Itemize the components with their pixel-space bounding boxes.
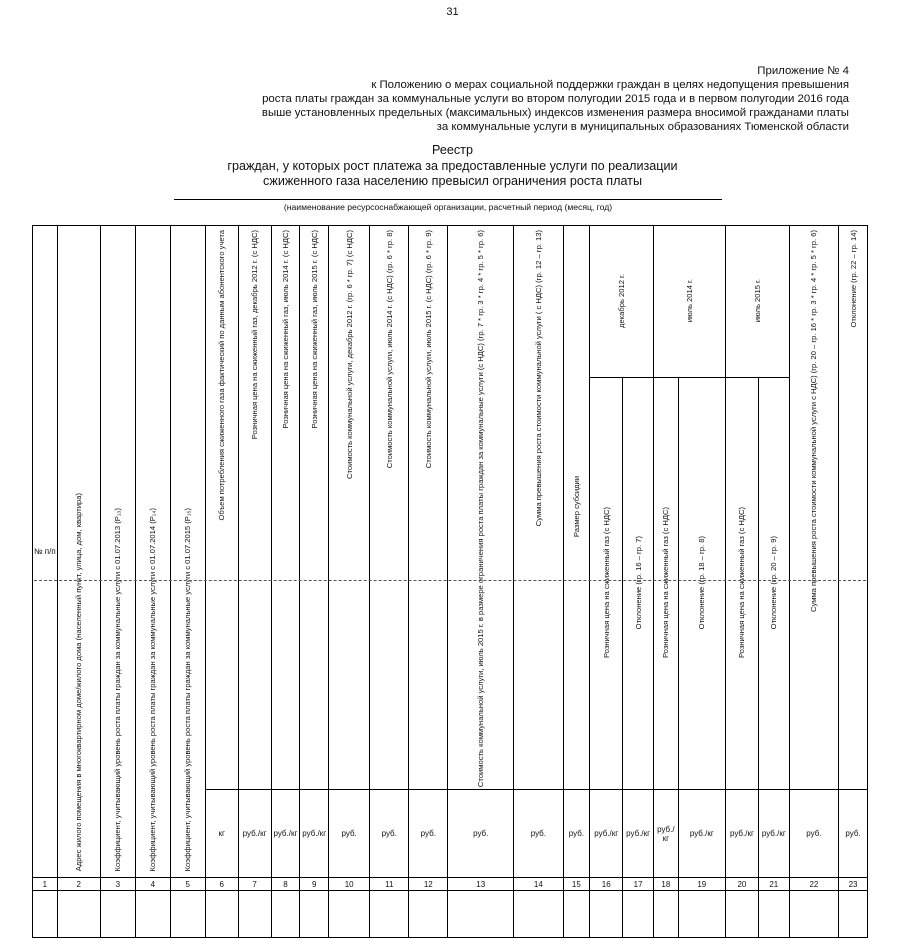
- register-subtitle-line: граждан, у которых рост платежа за предоставленные услуги по реализации: [227, 158, 678, 173]
- column-number: 20: [725, 878, 758, 891]
- header-cell-23: Отклонение (гр. 22 – гр. 14): [839, 226, 868, 790]
- column-number: 5: [170, 878, 205, 891]
- register-table: [32, 225, 868, 938]
- unit-cell: руб./кг: [654, 790, 679, 878]
- annex-line: роста платы граждан за коммунальные услуги во втором полугодии 2015 года и в первом полугодии 2016 года: [262, 93, 849, 105]
- annex-title: Приложение № 4: [757, 65, 849, 77]
- header-cell-20: Розничная цена на сжиженный газ (с НДС): [725, 378, 758, 790]
- unit-cell: руб.: [839, 790, 868, 878]
- annex-line: к Положению о мерах социальной поддержки граждан в целях недопущения превышения: [371, 79, 849, 91]
- column-number: 14: [514, 878, 563, 891]
- header-cell-16: Розничная цена на сжиженный газ (с НДС): [590, 378, 623, 790]
- column-number: 4: [135, 878, 170, 891]
- unit-cell: руб.: [370, 790, 409, 878]
- column-number: 9: [300, 878, 329, 891]
- column-number: 22: [789, 878, 838, 891]
- unit-cell: кг: [205, 790, 238, 878]
- register-subtitle-line: сжиженного газа населению превысил ограничения роста платы: [262, 174, 642, 188]
- unit-cell: руб./кг: [590, 790, 623, 878]
- header-cell-8: Розничная цена на сжиженный газ, июль 2014 г. (с НДС): [271, 226, 300, 790]
- page-number: 31: [446, 6, 459, 18]
- header-cell-10: Стоимость коммунальной услуги, декабрь 2012 г. (гр. 6 * гр. 7) (с НДС): [329, 226, 370, 790]
- column-number: 16: [590, 878, 623, 891]
- unit-cell: руб.: [514, 790, 563, 878]
- header-cell-22: Сумма превышения роста стоимости коммунальной услуги с НДС) (гр. 20 – гр. 16 * гр. 3 * гр. 4 * гр. 5 * гр. 6): [789, 226, 838, 790]
- unit-cell: руб./кг: [238, 790, 271, 878]
- column-number: 6: [205, 878, 238, 891]
- column-number: 2: [57, 878, 100, 891]
- unit-cell: руб./кг: [300, 790, 329, 878]
- header-cell-13: Стоимость коммунальной услуги, июль 2015 г. в размере ограничения роста платы граждан за коммунальные услуги (с НДС) (гр. 7 * гр. 3 * гр. 4 * гр. 5 * гр. 6): [448, 226, 514, 790]
- header-cell-3: Коэффициент, учитывающий уровень роста платы граждан за коммунальные услуги с 01.07.2013 (Р₁₃): [100, 226, 135, 878]
- column-number: 21: [758, 878, 789, 891]
- header-cell-11: Стоимость коммунальной услуги, июль 2014 г. (с НДС) (гр. 6 * гр. 8): [370, 226, 409, 790]
- column-number: 18: [654, 878, 679, 891]
- annex-line: выше установленных предельных (максимальных) индексов изменения размера вносимой гражданами платы: [261, 107, 849, 119]
- unit-cell: руб./кг: [725, 790, 758, 878]
- unit-cell: руб./кг: [623, 790, 654, 878]
- header-cell-9: Розничная цена на сжиженный газ, июль 2015 г. (с НДС): [300, 226, 329, 790]
- unit-cell: руб./кг: [678, 790, 725, 878]
- header-cell-17: Отклонение (гр. 16 – гр. 7): [623, 378, 654, 790]
- register-title: [0, 143, 905, 190]
- header-cell-num: № п/п: [33, 226, 58, 878]
- header-cell-4: Коэффициент, учитывающий уровень роста платы граждан за коммунальные услуги с 01.07.2014 (Р₁₄): [135, 226, 170, 878]
- column-number-row: [33, 878, 868, 891]
- header-cell-5: Коэффициент, учитывающий уровень роста платы граждан за коммунальные услуги с 01.07.2015 (Р₁₅): [170, 226, 205, 878]
- empty-data-row: [33, 891, 868, 938]
- header-cell-2: Адрес жилого помещения в многоквартирном доме/жилого дома (населенный пункт, улица, дом, квартира): [57, 226, 100, 878]
- header-cell-7: Розничная цена на сжиженный газ, декабрь 2012 г. (с НДС): [238, 226, 271, 790]
- unit-cell: руб.: [563, 790, 590, 878]
- header-cell-12: Стоимость коммунальной услуги, июль 2015 г. (с НДС) (гр. 6 * гр. 9): [409, 226, 448, 790]
- header-cell-6: Объем потребления сжиженного газа фактический по данным абонентского учета: [205, 226, 238, 790]
- header-cell-19: Отклонение (гр. 18 – гр. 8): [678, 378, 725, 790]
- column-number: 3: [100, 878, 135, 891]
- unit-cell: руб.: [789, 790, 838, 878]
- column-number: 7: [238, 878, 271, 891]
- header-cell-14: Сумма превышения роста стоимости коммунальной услуги ( с НДС) (гр. 12 – гр. 13): [514, 226, 563, 790]
- column-number: 11: [370, 878, 409, 891]
- column-number: 13: [448, 878, 514, 891]
- unit-cell: руб./кг: [758, 790, 789, 878]
- unit-cell: руб./кг: [271, 790, 300, 878]
- header-cell-21: Отклонение (гр. 20 – гр. 9): [758, 378, 789, 790]
- header-group-jul-2015: июль 2015 г.: [725, 226, 789, 378]
- unit-cell: руб.: [329, 790, 370, 878]
- unit-cell: руб.: [448, 790, 514, 878]
- column-number: 10: [329, 878, 370, 891]
- org-blank-line: [174, 199, 722, 200]
- column-number: 12: [409, 878, 448, 891]
- column-number: 23: [839, 878, 868, 891]
- column-number: 8: [271, 878, 300, 891]
- header-group-jul-2014: июль 2014 г.: [654, 226, 726, 378]
- column-number: 1: [33, 878, 58, 891]
- header-group-dec-2012: декабрь 2012 г.: [590, 226, 654, 378]
- annex-header: [262, 64, 849, 134]
- column-number: 19: [678, 878, 725, 891]
- unit-cell: руб.: [409, 790, 448, 878]
- header-cell-15: Размер субсидии: [563, 226, 590, 790]
- register-heading: Реестр: [432, 143, 473, 157]
- org-caption: (наименование ресурсоснабжающей организации, расчетный период (месяц, год): [283, 202, 613, 212]
- header-cell-18: Розничная цена на сжиженный газ (с НДС): [654, 378, 679, 790]
- dashed-divider: [34, 580, 866, 581]
- column-number: 17: [623, 878, 654, 891]
- annex-line: за коммунальные услуги в муниципальных образованиях Тюменской области: [436, 121, 849, 133]
- column-number: 15: [563, 878, 590, 891]
